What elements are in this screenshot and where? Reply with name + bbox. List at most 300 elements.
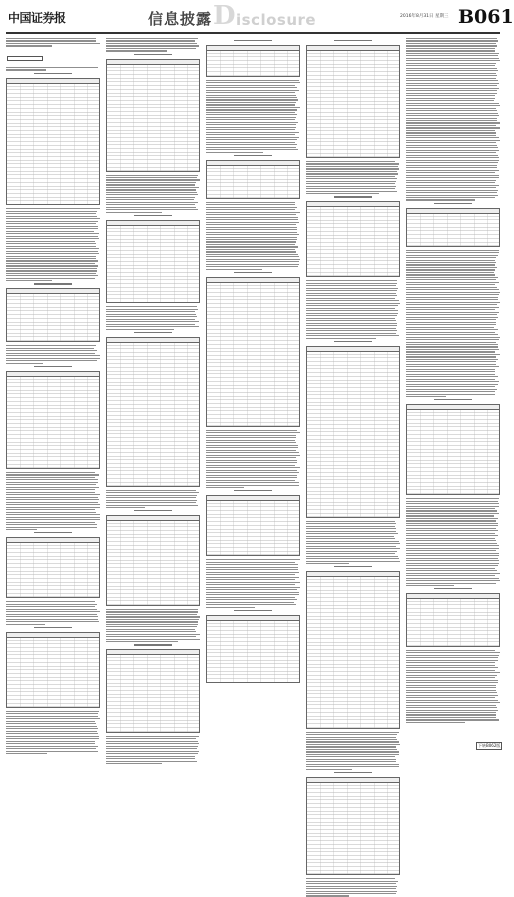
text-line [106,492,199,493]
text-line [406,568,495,569]
text-line [106,748,197,749]
text-line [406,700,498,701]
text-line [406,297,498,298]
text-line [406,40,498,41]
text-line [406,652,500,653]
text-line [406,364,496,365]
text-line [206,104,295,105]
text-line [206,269,262,270]
text-line [306,895,349,896]
text-line [106,48,196,49]
text-line [306,300,399,301]
text-line [6,479,98,480]
text-line [406,371,495,372]
text-line [6,248,99,249]
financial-table [206,277,300,427]
text-line [106,751,199,752]
financial-table [106,220,200,303]
column-2 [106,38,200,738]
text-line [6,738,99,739]
text-line [206,251,296,252]
text-line [406,570,497,571]
text-line [106,639,200,640]
table-caption [6,283,100,286]
column-4 [306,38,400,738]
text-line [6,208,100,209]
text-line [6,711,99,712]
text-line [306,754,399,755]
text-line [406,680,498,681]
text-line [406,152,496,153]
text-line [406,160,499,161]
text-line [206,246,298,247]
text-line [406,351,495,352]
text-line [406,279,496,280]
text-line [106,636,196,637]
text-line [406,120,497,121]
text-line [106,321,199,322]
text-line [6,624,45,625]
text-line [406,122,500,123]
text-line [306,325,397,326]
text-line [206,232,297,233]
text-line [306,186,396,187]
text-line [106,311,195,312]
text-line [406,717,496,718]
text-line [206,574,295,575]
text-line [306,536,394,537]
text-line [406,354,500,355]
text-line [206,584,295,585]
table-header-row [407,594,499,599]
table-header-row [107,516,199,521]
text-line [406,349,499,350]
text-line [6,241,95,242]
text-line [406,65,495,66]
text-line [206,114,297,115]
text-line [6,251,98,252]
text-line [6,67,98,68]
table-caption [206,610,300,613]
text-line [206,209,295,210]
text-line [406,274,495,275]
text-line [6,731,97,732]
text-line [306,891,397,892]
text-line [106,184,195,185]
text-line [206,562,295,563]
text-line [306,528,396,529]
text-line [406,583,496,584]
text-line [406,376,498,377]
table-caption [206,40,300,43]
text-line [406,396,446,397]
text-line [106,507,145,508]
text-line [306,313,398,314]
text-line [6,743,95,744]
text-line [6,509,95,510]
text-line [206,597,295,598]
financial-table [206,45,300,77]
text-line [406,503,499,504]
text-line [206,470,297,471]
text-line [206,132,299,133]
text-line [6,355,100,356]
text-line [6,753,47,754]
text-line [406,585,454,586]
table-caption [106,215,200,218]
text-line [106,316,197,317]
text-line [106,177,197,178]
text-line [206,587,300,588]
text-line [106,641,178,642]
text-line [206,139,297,140]
text-line [306,305,398,306]
text-line [406,105,500,106]
text-line [206,465,295,466]
text-line [406,714,496,715]
table-header-row [307,46,399,51]
text-line [206,229,297,230]
text-line [106,619,199,620]
text-line [106,761,197,762]
table-header-row [7,633,99,638]
financial-table [106,59,200,172]
text-line [106,329,174,330]
table-caption [106,332,200,335]
text-line [406,657,498,658]
text-line [306,290,397,291]
text-line [6,211,97,212]
text-line [206,569,298,570]
table-header-row [307,347,399,352]
text-line [206,127,296,128]
text-line [6,606,95,607]
text-line [206,579,295,580]
text-line [406,317,498,318]
financial-table [206,160,300,199]
text-line [106,756,195,757]
text-line [306,746,396,747]
text-line [306,561,400,562]
text-line [406,543,497,544]
table-caption [306,196,400,199]
table-caption [106,510,200,513]
text-line [406,100,494,101]
text-line [206,256,299,257]
text-line [406,80,498,81]
text-line [406,692,497,693]
text-line [6,504,100,505]
text-line [306,338,376,339]
text-line [406,55,498,56]
text-line [6,231,94,232]
text-line [6,736,99,737]
financial-table [406,404,500,495]
text-line [206,577,299,578]
text-line [206,82,300,83]
table-caption [306,772,400,775]
text-line [406,518,498,519]
text-line [306,335,399,336]
table-caption [106,644,200,647]
text-line [406,356,496,357]
text-line [306,171,397,172]
text-line [406,302,500,303]
text-line [6,718,100,719]
text-line [6,487,99,488]
text-line [406,294,499,295]
text-line [406,137,499,138]
text-line [306,533,398,534]
financial-table [306,201,400,277]
text-line [406,197,495,198]
table-caption [6,73,100,76]
text-line [306,737,396,738]
text-line [6,238,99,239]
text-line [406,384,498,385]
text-line [306,295,397,296]
financial-table [206,615,300,684]
text-line [406,58,499,59]
text-line [206,129,295,130]
text-line [406,560,499,561]
text-line [6,527,97,528]
text-line [106,326,199,327]
text-line [6,280,52,281]
text-line [206,107,300,108]
text-line [206,467,300,468]
text-line [306,315,397,316]
text-line [406,142,496,143]
text-line [6,243,96,244]
text-line [106,736,199,737]
text-line [406,533,495,534]
text-line [406,262,496,263]
text-line [6,616,98,617]
text-line [406,157,499,158]
text-line [6,529,37,530]
text-line [406,199,475,200]
text-line [406,391,495,392]
text-line [206,264,299,265]
text-line [106,45,199,46]
text-line [6,512,96,513]
text-line [406,707,497,708]
text-line [406,88,499,89]
text-line [406,361,496,362]
text-line [206,452,299,453]
text-line [6,499,99,500]
table-header-row [7,289,99,294]
text-line [306,328,396,329]
text-line [406,580,500,581]
text-line [306,769,352,770]
text-line [406,337,500,338]
text-line [206,85,295,86]
text-line [6,273,96,274]
text-line [406,550,496,551]
text-line [206,559,300,560]
text-line [6,484,96,485]
text-line [306,298,395,299]
text-line [306,526,395,527]
financial-table [206,495,300,556]
text-line [206,122,298,123]
text-line [206,567,298,568]
text-line [106,634,200,635]
text-line [6,507,100,508]
text-line [106,626,197,627]
table-header-row [107,650,199,655]
text-line [206,244,295,245]
text-line [106,614,197,615]
text-line [106,495,197,496]
text-line [106,40,195,41]
text-line [406,719,499,720]
text-line [6,517,100,518]
text-line [106,497,196,498]
text-line [6,609,97,610]
column-3 [206,38,300,738]
text-line [406,374,495,375]
text-line [206,207,297,208]
table-caption [206,155,300,158]
text-line [206,214,296,215]
text-line [6,522,95,523]
text-line [6,38,96,39]
text-line [106,746,198,747]
text-line [406,50,495,51]
table-caption [106,54,200,57]
text-line [406,667,498,668]
text-line [406,339,499,340]
text-line [406,319,496,320]
text-line [406,195,498,196]
text-line [406,43,496,44]
text-line [306,183,395,184]
text-line [406,309,495,310]
text-line [406,379,495,380]
text-line [6,353,95,354]
text-line [406,187,496,188]
text-line [6,278,95,279]
text-line [6,233,99,234]
text-line [6,260,98,261]
text-line [206,217,298,218]
table-header-row [207,616,299,621]
financial-table [6,537,100,598]
text-line [206,592,299,593]
text-line [406,538,495,539]
text-line [406,563,499,564]
text-line [406,70,498,71]
text-line [6,228,98,229]
text-line [406,185,499,186]
text-line [206,227,297,228]
text-line [306,330,397,331]
text-line [6,263,95,264]
text-line [206,119,295,120]
text-line [406,125,496,126]
text-line [6,514,100,515]
text-line [106,209,198,210]
text-line [206,239,297,240]
text-line [106,309,198,310]
text-line [406,670,495,671]
table-caption [306,40,400,43]
text-line [306,556,398,557]
text-line [106,212,162,213]
text-line [206,99,298,100]
table-header-row [7,538,99,543]
text-line [206,241,296,242]
text-line [406,190,498,191]
text-line [406,147,498,148]
text-line [206,95,296,96]
text-line [206,607,255,608]
table-header-row [307,202,399,207]
text-line [106,621,198,622]
text-line [6,40,96,41]
text-line [306,761,396,762]
text-line [306,732,399,733]
text-line [406,113,498,114]
table-header-row [207,46,299,51]
text-line [106,500,197,501]
text-line [406,558,498,559]
text-line [306,551,397,552]
text-line [206,261,299,262]
section-title-initial: D [213,1,236,31]
text-line [306,878,395,879]
text-line [206,599,297,600]
text-line [406,712,496,713]
text-line [206,90,299,91]
text-line [406,177,499,178]
text-line [406,662,495,663]
text-line [306,161,395,162]
text-line [206,477,297,478]
text-line [6,746,98,747]
text-line [6,246,96,247]
text-line [6,726,97,727]
text-line [106,202,198,203]
text-line [406,140,500,141]
text-line [406,60,500,61]
text-line [6,524,97,525]
text-line [206,480,295,481]
text-line [6,270,97,271]
text-line [206,594,299,595]
text-line [106,204,195,205]
text-line [306,193,379,194]
text-line [6,45,52,46]
text-line [106,502,196,503]
text-line [6,477,95,478]
text-line [6,741,95,742]
text-line [106,179,200,180]
text-line [406,665,495,666]
text-line [406,127,500,128]
text-line [6,748,96,749]
text-line [306,531,396,532]
text-line [406,110,497,111]
text-line [306,320,396,321]
text-line [206,249,295,250]
text-line [6,472,95,473]
text-line [406,672,500,673]
text-line [6,358,100,359]
